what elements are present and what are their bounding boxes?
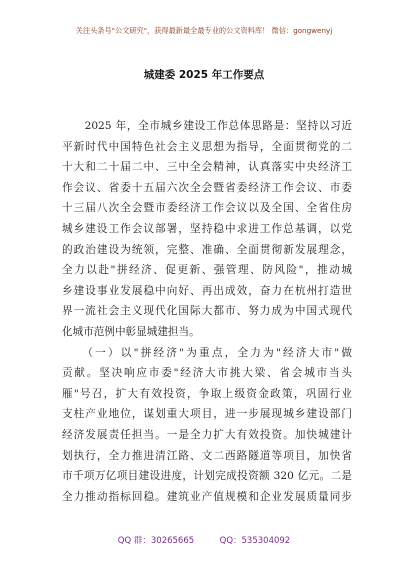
text-line: 市千项万亿项目建设进度，计划完成投资额 320 亿元。二是 xyxy=(62,470,352,483)
text-line: 的政治建设为统领，完整、准确、全面贯彻新发展理念， xyxy=(62,243,352,256)
footer-contact: QQ 群：30265665 QQ：535304092 xyxy=(117,536,291,546)
paragraph-2 xyxy=(62,343,352,508)
text-line: 十三届八次全会暨市委经济工作会议以及全国、全省住房 xyxy=(62,202,352,215)
document-body xyxy=(62,116,352,507)
text-line: （一）以"拼经济"为重点，全力为"经济大市"做 xyxy=(62,346,352,359)
text-line: 2025 年，全市城乡建设工作总体思路是：坚持以习近 xyxy=(62,120,352,132)
text-line: 雁"号召，扩大有效投资，争取上级资金政策，巩固行业 xyxy=(62,387,352,400)
text-line: 城乡建设工作会议部署，坚持稳中求进工作总基调，以党 xyxy=(62,222,352,235)
text-line: 十大和二十届二中、三中全会精神，认真落实中央经济工 xyxy=(62,161,352,174)
text-line: 全力推动指标回稳。建筑业产值规模和企业发展质量同步 xyxy=(62,490,352,503)
text-line: 乡建设事业发展稳中向好、再出成效，奋力在杭州打造世 xyxy=(62,284,352,297)
text-line: 化城市范例中彰显城建担当。 xyxy=(62,325,200,338)
text-line: 全力以赴"拼经济、促更新、强管理、防风险"，推动城 xyxy=(62,264,352,277)
text-line: 作会议、省委十五届六次全会暨省委经济工作会议、市委 xyxy=(62,181,352,194)
text-line: 支柱产业地位，谋划重大项目，进一步展现城乡建设部门 xyxy=(62,408,352,421)
document-title: 城建委 2025 年工作要点 xyxy=(143,69,265,81)
text-line: 贡献。坚决响应市委"经济大市挑大梁、省会城市当头 xyxy=(62,367,352,380)
text-line: 平新时代中国特色社会主义思想为指导，全面贯彻党的二 xyxy=(62,140,352,153)
text-line: 经济发展责任担当。一是全力扩大有效投资。加快城建计 xyxy=(62,428,352,441)
paragraph-1 xyxy=(62,116,352,343)
header-note: 关注头条号"公文研究"，获得最新最全最专业的公文资料库！ 微信：gongwenyj xyxy=(75,26,333,35)
text-line: 划执行，全力推进清江路、文二西路隧道等项目，加快省 xyxy=(62,449,352,462)
text-line: 界一流社会主义现代化国际大都市、努力成为中国式现代 xyxy=(62,305,352,318)
